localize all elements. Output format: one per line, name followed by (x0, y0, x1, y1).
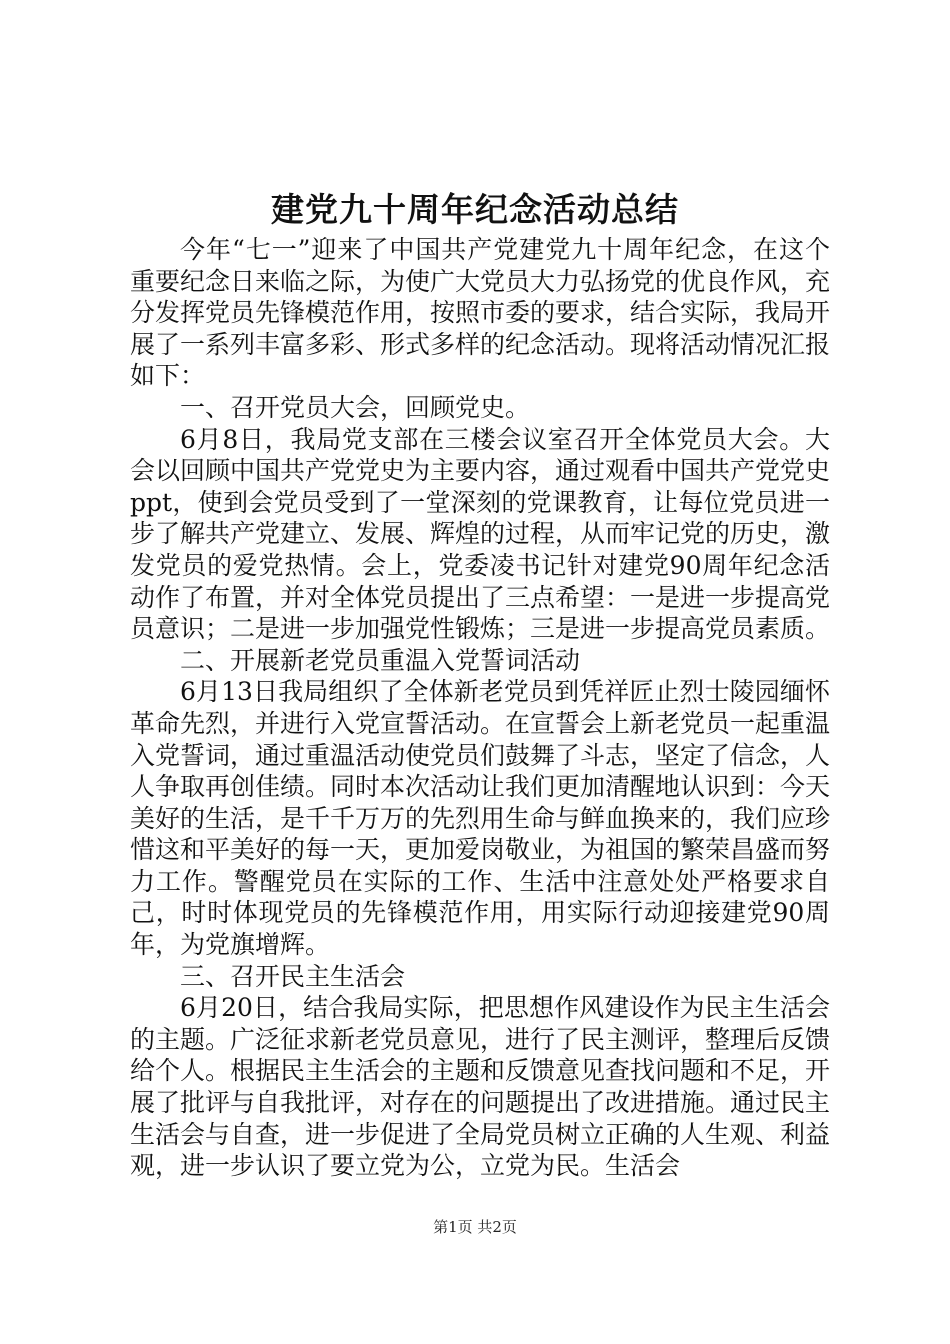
page-number-footer: 第1页 共2页 (433, 1218, 517, 1236)
section-paragraph-3: 6月20日，结合我局实际，把思想作风建设作为民主生活会的主题。广泛征求新老党员意见，进行了民主测评，整理后反馈给个人。根据民主生活会的主题和反馈意见查找问题和不足，开展了批评与自我批评，对存在的问题提出了改进措施。通过民主生活会与自查，进一步促进了全局党员树立正确的人生观、利益观，进一步认识了要立党为公，立党为民。生活会 (130, 993, 831, 1181)
document-title: 建党九十周年纪念活动总结 (271, 190, 679, 229)
section-paragraph-1: 6月8日，我局党支部在三楼会议室召开全体党员大会。大会以回顾中国共产党党史为主要内容，通过观看中国共产党党史ppt，使到会党员受到了一堂深刻的党课教育，让每位党员进一步了解共产党建立、发展、辉煌的过程，从而牢记党的历史，激发党员的爱党热情。会上，党委凌书记针对建党90周年纪念活动作了布置，并对全体党员提出了三点希望：一是进一步提高党员意识；二是进一步加强党性锻炼；三是进一步提高党员素质。 (130, 424, 831, 644)
section-heading-3: 三、召开民主生活会 (180, 961, 406, 991)
section-heading-1: 一、召开党员大会，回顾党史。 (180, 392, 531, 422)
intro-paragraph: 今年“七一”迎来了中国共产党建党九十周年纪念，在这个重要纪念日来临之际，为使广大党员大力弘扬党的优良作风，充分发挥党员先锋模范作用，按照市委的要求，结合实际，我局开展了一系列丰富多彩、形式多样的纪念活动。现将活动情况汇报如下： (130, 235, 831, 391)
document-body (130, 234, 830, 1182)
section-paragraph-2: 6月13日我局组织了全体新老党员到凭祥匠止烈士陵园缅怀革命先烈，并进行入党宣誓活动。在宣誓会上新老党员一起重温入党誓词，通过重温活动使党员们鼓舞了斗志，坚定了信念，人人争取再创佳绩。同时本次活动让我们更加清醒地认识到：今天美好的生活，是千千万万的先烈用生命与鲜血换来的，我们应珍惜这和平美好的每一天，更加爱岗敬业，为祖国的繁荣昌盛而努力工作。警醒党员在实际的工作、生活中注意处处严格要求自己，时时体现党员的先锋模范作用，用实际行动迎接建党90周年，为党旗增辉。 (130, 677, 831, 960)
section-heading-2: 二、开展新老党员重温入党誓词活动 (180, 645, 581, 675)
